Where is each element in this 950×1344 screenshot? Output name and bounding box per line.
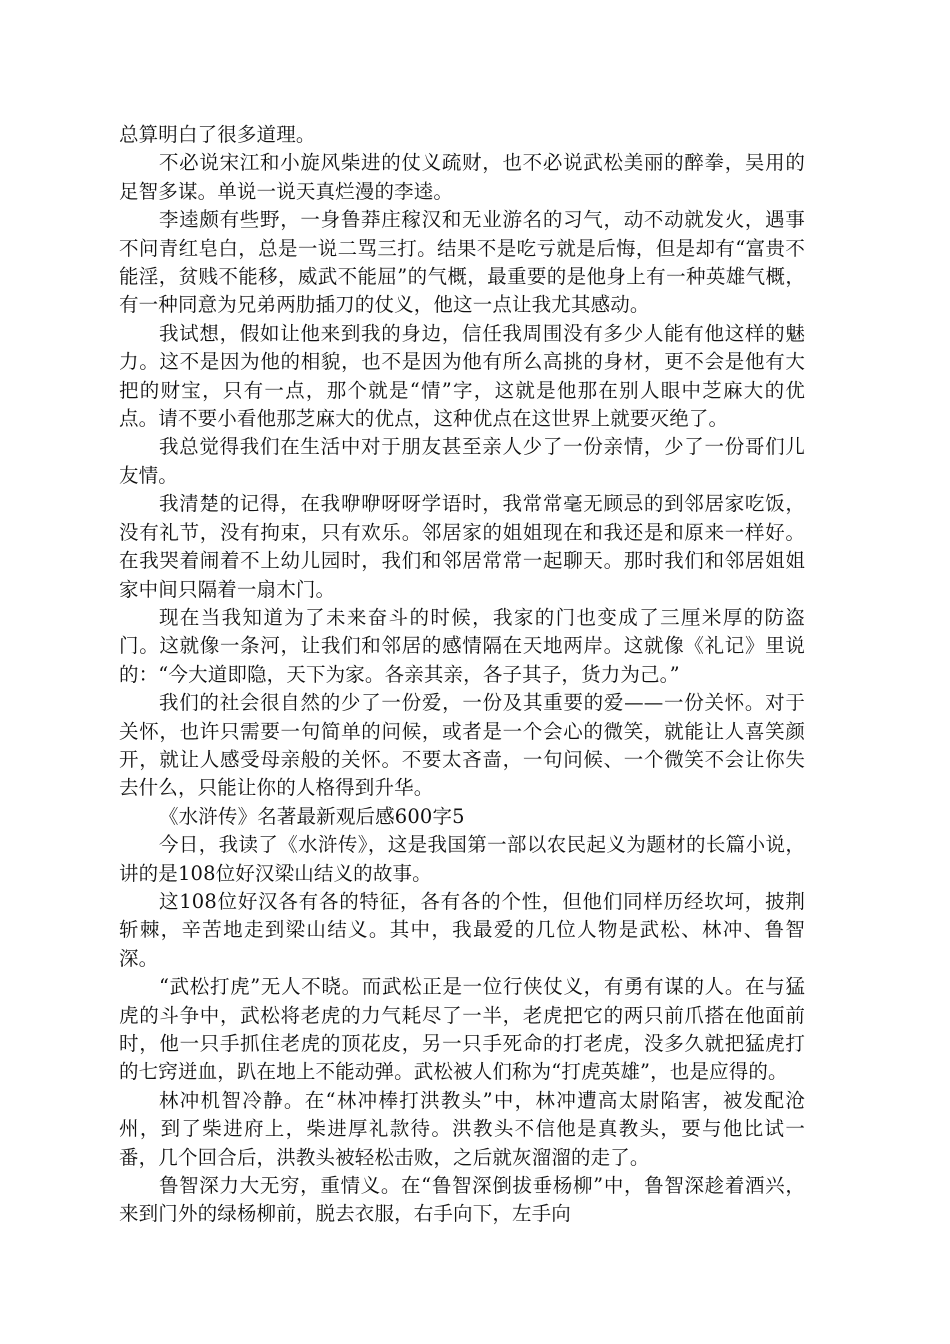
- paragraph: 这108位好汉各有各的特征，各有各的个性，但他们同样历经坎坷，披荆斩棘，辛苦地走到梁山结义。其中，我最爱的几位人物是武松、林冲、鲁智深。: [119, 889, 805, 970]
- paragraph: 林冲机智冷静。在“林冲棒打洪教头”中，林冲遭高太尉陷害，被发配沧州，到了柴进府上，柴进厚礼款待。洪教头不信他是真教头，要与他比试一番，几个回合后，洪教头被轻松击败，之后就灰溜溜的走了。: [119, 1088, 805, 1169]
- paragraph: 鲁智深力大无穷，重情义。在“鲁智深倒拔垂杨柳”中，鲁智深趁着酒兴，来到门外的绿杨柳前，脱去衣服，右手向下，左手向: [119, 1174, 805, 1226]
- paragraph: 我试想，假如让他来到我的身边，信任我周围没有多少人能有他这样的魅力。这不是因为他的相貌，也不是因为他有所么高挑的身材，更不会是他有大把的财宝，只有一点，那个就是“情”字，这就是他那在别人眼中芝麻大的优点。请不要小看他那芝麻大的优点，这种优点在这世界上就要灭绝了。: [119, 321, 805, 431]
- paragraph: 李逵颇有些野，一身鲁莽庄稼汉和无业游名的习气，动不动就发火，遇事不问青红皂白，总是一说二骂三打。结果不是吃亏就是后悔，但是却有“富贵不能淫，贫贱不能移，威武不能屈”的气概，最重要的是他身上有一种英雄气概，有一种同意为兄弟两肋插刀的仗义，他这一点让我尤其感动。: [119, 208, 805, 317]
- section-heading: 《水浒传》名著最新观后感600字5: [158, 804, 465, 828]
- paragraph: 现在当我知道为了未来奋斗的时候，我家的门也变成了三厘米厚的防盗门。这就像一条河，让我们和邻居的感情隔在天地两岸。这就像《礼记》里说的：“今大道即隐，天下为家。各亲其亲，各子其子，货力为己。”: [119, 605, 805, 686]
- paragraph: 我清楚的记得，在我咿咿呀呀学语时，我常常毫无顾忌的到邻居家吃饭，没有礼节，没有拘束，只有欢乐。邻居家的姐姐现在和我还是和原来一样好。在我哭着闹着不上幼儿园时，我们和邻居常常一起聊天。那时我们和邻居姐姐家中间只隔着一扇木门。: [119, 492, 805, 601]
- paragraph: 不必说宋江和小旋风柴进的仗义疏财，也不必说武松美丽的醉拳，吴用的足智多谋。单说一说天真烂漫的李逵。: [119, 151, 805, 203]
- paragraph: 我们的社会很自然的少了一份爱，一份及其重要的爱——一份关怀。对于关怀，也许只需要一句简单的问候，或者是一个会心的微笑，就能让人喜笑颜开，就让人感受母亲般的关怀。不要太吝啬，一句问候、一个微笑不会让你失去什么，只能让你的人格得到升华。: [119, 691, 805, 800]
- paragraph: 我总觉得我们在生活中对于朋友甚至亲人少了一份亲情，少了一份哥们儿友情。: [119, 435, 805, 487]
- paragraph: 总算明白了很多道理。: [119, 123, 316, 146]
- paragraph: 今日，我读了《水浒传》，这是我国第一部以农民起义为题材的长篇小说，讲的是108位好汉梁山结义的故事。: [119, 833, 805, 885]
- document-body: [119, 121, 805, 1229]
- paragraph: “武松打虎”无人不晓。而武松正是一位行侠仗义，有勇有谋的人。在与猛虎的斗争中，武松将老虎的力气耗尽了一半，老虎把它的两只前爪搭在他面前时，他一只手抓住老虎的顶花皮，另一只手死命的打老虎，没多久就把猛虎打的七窍迸血，趴在地上不能动弹。武松被人们称为“打虎英雄”，也是应得的。: [119, 975, 805, 1084]
